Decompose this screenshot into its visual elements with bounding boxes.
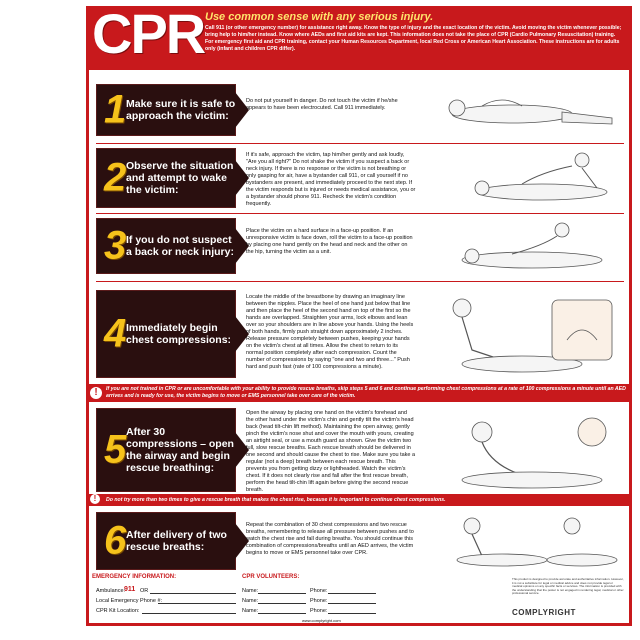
step-5	[96, 408, 624, 492]
kit-location-label: CPR Kit Location:	[96, 608, 140, 614]
step-number: 5	[104, 427, 127, 472]
emergency-heading: EMERGENCY INFORMATION:	[92, 574, 177, 580]
brand-logo: COMPLYRIGHT	[512, 608, 576, 617]
footer	[92, 574, 628, 624]
volunteer-phone-field[interactable]	[328, 613, 376, 614]
rolling-victim-illustration	[422, 218, 622, 274]
volunteer-phone-field[interactable]	[328, 603, 376, 604]
rescuer-checking-victim-illustration	[422, 148, 622, 208]
ambulance-number: 911	[124, 586, 136, 593]
step-text: Open the airway by placing one hand on the victim's forehead and the other hand under the victim's chin and gently tilt the victim's head back (head tilt-chin lift method). Maintaining the open airway, gently pinch the victim's nose shut and cover the mouth with yours, creating an airtight seal, or use a mouth guard as shown. Give the victim two full, slow rescue breaths. Each rescue breath should be delivered in one second and should cause the chest to rise. Make sure you take a regular (not a deep) breath between each rescue breath. This prevents you from getting dizzy or lightheaded. Watch the victim's chest. If it does not clearly rise and fall after the first rescue breath, perform the head tilt-chin lift again before giving the second rescue breath.	[246, 410, 416, 493]
local-phone-label: Local Emergency Phone #:	[96, 598, 163, 604]
warning-text: If you are not trained in CPR or are uncomfortable with your ability to provide rescue breaths, skip steps 5 and 6 and continue performing chest compressions at a rate of 100 compressions a minute until an AED arrives and is ready for use, the victim begins to move or EMS personnel take over care of the victim.	[106, 386, 626, 399]
exclamation-icon: !	[90, 494, 100, 504]
volunteer-name-field[interactable]	[258, 603, 306, 604]
volunteer-phone-label: Phone:	[310, 598, 328, 604]
divider	[96, 281, 624, 282]
rescue-breathing-illustration	[422, 408, 622, 492]
volunteer-name-field[interactable]	[258, 613, 306, 614]
local-phone-field[interactable]	[158, 603, 236, 604]
poster-title: CPR	[92, 2, 205, 65]
step-title: Immediately begin chest compressions:	[126, 322, 232, 346]
step-text: Repeat the combination of 30 chest compressions and two rescue breaths, remembering to release all pressure between pushes and to watch the chest rise and fall during breaths. You should continue this combination of compressions/breaths until an AED arrives, the victim begins to move or EMS personnel take over CPR.	[246, 522, 414, 556]
header-intro-text: Call 911 (or other emergency number) for assistance right away. Know the type of injury and the exact location of the victim. Avoid moving the victim whenever possible; bring help to him/her instead. Know where AEDs and first aid kits are kept. This information does not take the place of CPR (Cardio Pulmonary Resuscitation) training. For emergency first aid and CPR training, contact your Human Resources Department, local Red Cross or American Heart Association. These instructions are for adults only (infant and children CPR differ).	[205, 25, 622, 52]
step-number: 3	[104, 223, 127, 268]
volunteer-name-label: Name:	[242, 598, 259, 604]
ambulance-field[interactable]	[150, 593, 236, 594]
disclaimer-text: This product is designed to provide accurate and authoritative information. However, it is not a substitute for legal or medical advice and does not provide legal or medical opinions on any specific facts or services. The information is provided with the understanding that the poster is not engaged in rendering legal, medical or other professional service.	[512, 577, 624, 595]
warning-text: Do not try more than two times to give a rescue breath that makes the chest rise, because it is important to continue chest compressions.	[106, 497, 446, 503]
header-subtitle: Use common sense with any serious injury.	[205, 11, 434, 23]
step-text: Locate the middle of the breastbone by drawing an imaginary line between the nipples. Place the heel of one hand just below that line and then place the heel of the second hand on top of the first so the hands are overlapped. Straighten your arms, lock elbows and lean over so your shoulders are in line above your hands. Using the heels of both hands, firmly push straight down approximately 2 inches. Release pressure completely between pushes, keeping your hands on the victim's chest at all times. Allow the chest to return to its normal position completely after each compression. Count the number of compressions by saying "one and two and three..." Push hard and push fast (rate of 100 compressions a minute).	[246, 294, 414, 370]
step-4	[96, 290, 624, 378]
victim-lying-illustration	[422, 84, 622, 136]
website-link[interactable]: www.complyright.com	[302, 618, 341, 623]
ambulance-or: OR	[140, 588, 149, 594]
step-number: 4	[104, 311, 127, 356]
step-title: After 30 compressions – open the airway and begin rescue breathing:	[126, 426, 234, 474]
step-3	[96, 218, 624, 274]
volunteer-name-label: Name:	[242, 608, 259, 614]
step-text: Place the victim on a hard surface in a face-up position. If an unresponsive victim is face down, roll the victim to a face-up position by placing one hand gently on the head and neck and the other on the hip, turning the victim as a unit.	[246, 228, 413, 255]
volunteer-phone-label: Phone:	[310, 588, 328, 594]
kit-location-field[interactable]	[142, 613, 236, 614]
volunteer-phone-field[interactable]	[328, 593, 376, 594]
step-title: Make sure it is safe to approach the victim:	[126, 98, 236, 122]
ambulance-label: Ambulance:	[96, 588, 126, 594]
divider	[96, 213, 624, 214]
step-text: Do not put yourself in danger. Do not touch the victim if he/she appears to have been electrocuted. Call 911 immediately.	[246, 98, 398, 111]
step-title: After delivery of two rescue breaths:	[126, 529, 227, 553]
step-text: If it's safe, approach the victim, tap him/her gently and ask loudly, "Are you all right?" Do not shake the victim if you suspect a back or neck injury. If there is no response or the victim is not breathing or only gasping for air, have a bystander call 911, or call yourself if no bystanders are present, and immediately proceed to the next step. If the victim responds but is injured or needs medical assistance, you or a bystander should phone 911. Recheck the victim's condition frequently.	[246, 152, 416, 207]
step-6	[96, 512, 624, 570]
step-number: 2	[104, 155, 127, 200]
cpr-cycle-illustration	[422, 512, 622, 570]
volunteer-name-label: Name:	[242, 588, 259, 594]
step-title: Observe the situation and attempt to wake the victim:	[126, 160, 234, 196]
step-number: 6	[104, 518, 127, 563]
volunteer-name-field[interactable]	[258, 593, 306, 594]
volunteers-heading: CPR VOLUNTEERS:	[242, 574, 300, 580]
volunteer-phone-label: Phone:	[310, 608, 328, 614]
step-title: If you do not suspect a back or neck injury:	[126, 234, 234, 258]
step-number: 1	[104, 87, 127, 132]
exclamation-icon: !	[90, 387, 102, 399]
step-2	[96, 148, 624, 208]
chest-compressions-illustration	[422, 290, 622, 378]
step-1	[96, 84, 624, 136]
divider	[96, 143, 624, 144]
